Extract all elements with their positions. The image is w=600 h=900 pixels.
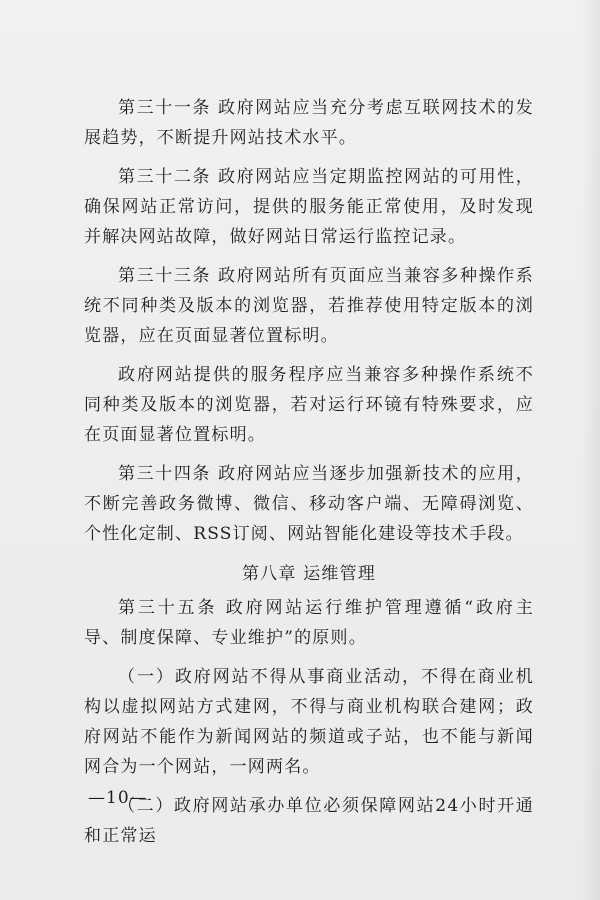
article-33-paragraph: 第三十三条 政府网站所有页面应当兼容多种操作系统不同种类及版本的浏览器，若推荐使用特定版本的浏览器，应在页面显著位置标明。 xyxy=(84,266,534,346)
clause-1-paragraph: （一）政府网站不得从事商业活动，不得在商业机构以虚拟网站方式建网，不得与商业机构联合建网；政府网站不能作为新闻网站的频道或子站，也不能与新闻网合为一个网站，一网两名。 xyxy=(84,667,534,777)
article-35-paragraph: 第三十五条 政府网站运行维护管理遵循“政府主导、制度保障、专业维护”的原则。 xyxy=(84,598,534,648)
clause-2-paragraph: （二）政府网站承办单位必须保障网站24小时开通和正常运 xyxy=(84,796,534,846)
article-32-paragraph: 第三十二条 政府网站应当定期监控网站的可用性，确保网站正常访问，提供的服务能正常使用，及时发现并解决网站故障，做好网站日常运行监控记录。 xyxy=(84,167,534,247)
browser-compatibility-paragraph: 政府网站提供的服务程序应当兼容多种操作系统不同种类及版本的浏览器，若对运行环镜有特殊要求，应在页面显著位置标明。 xyxy=(84,365,534,445)
page-number: —10— xyxy=(88,788,148,808)
chapter-title: 第八章 运维管理 xyxy=(241,564,376,584)
document-body xyxy=(84,93,534,860)
article-34-paragraph: 第三十四条 政府网站应当逐步加强新技术的应用，不断完善政务微博、微信、移动客户端、无障碍浏览、个性化定制、RSS订阅、网站智能化建设等技术手段。 xyxy=(84,464,534,544)
scan-edge-shadow xyxy=(582,0,600,900)
article-31-paragraph: 第三十一条 政府网站应当充分考虑互联网技术的发展趋势，不断提升网站技术水平。 xyxy=(84,98,534,148)
